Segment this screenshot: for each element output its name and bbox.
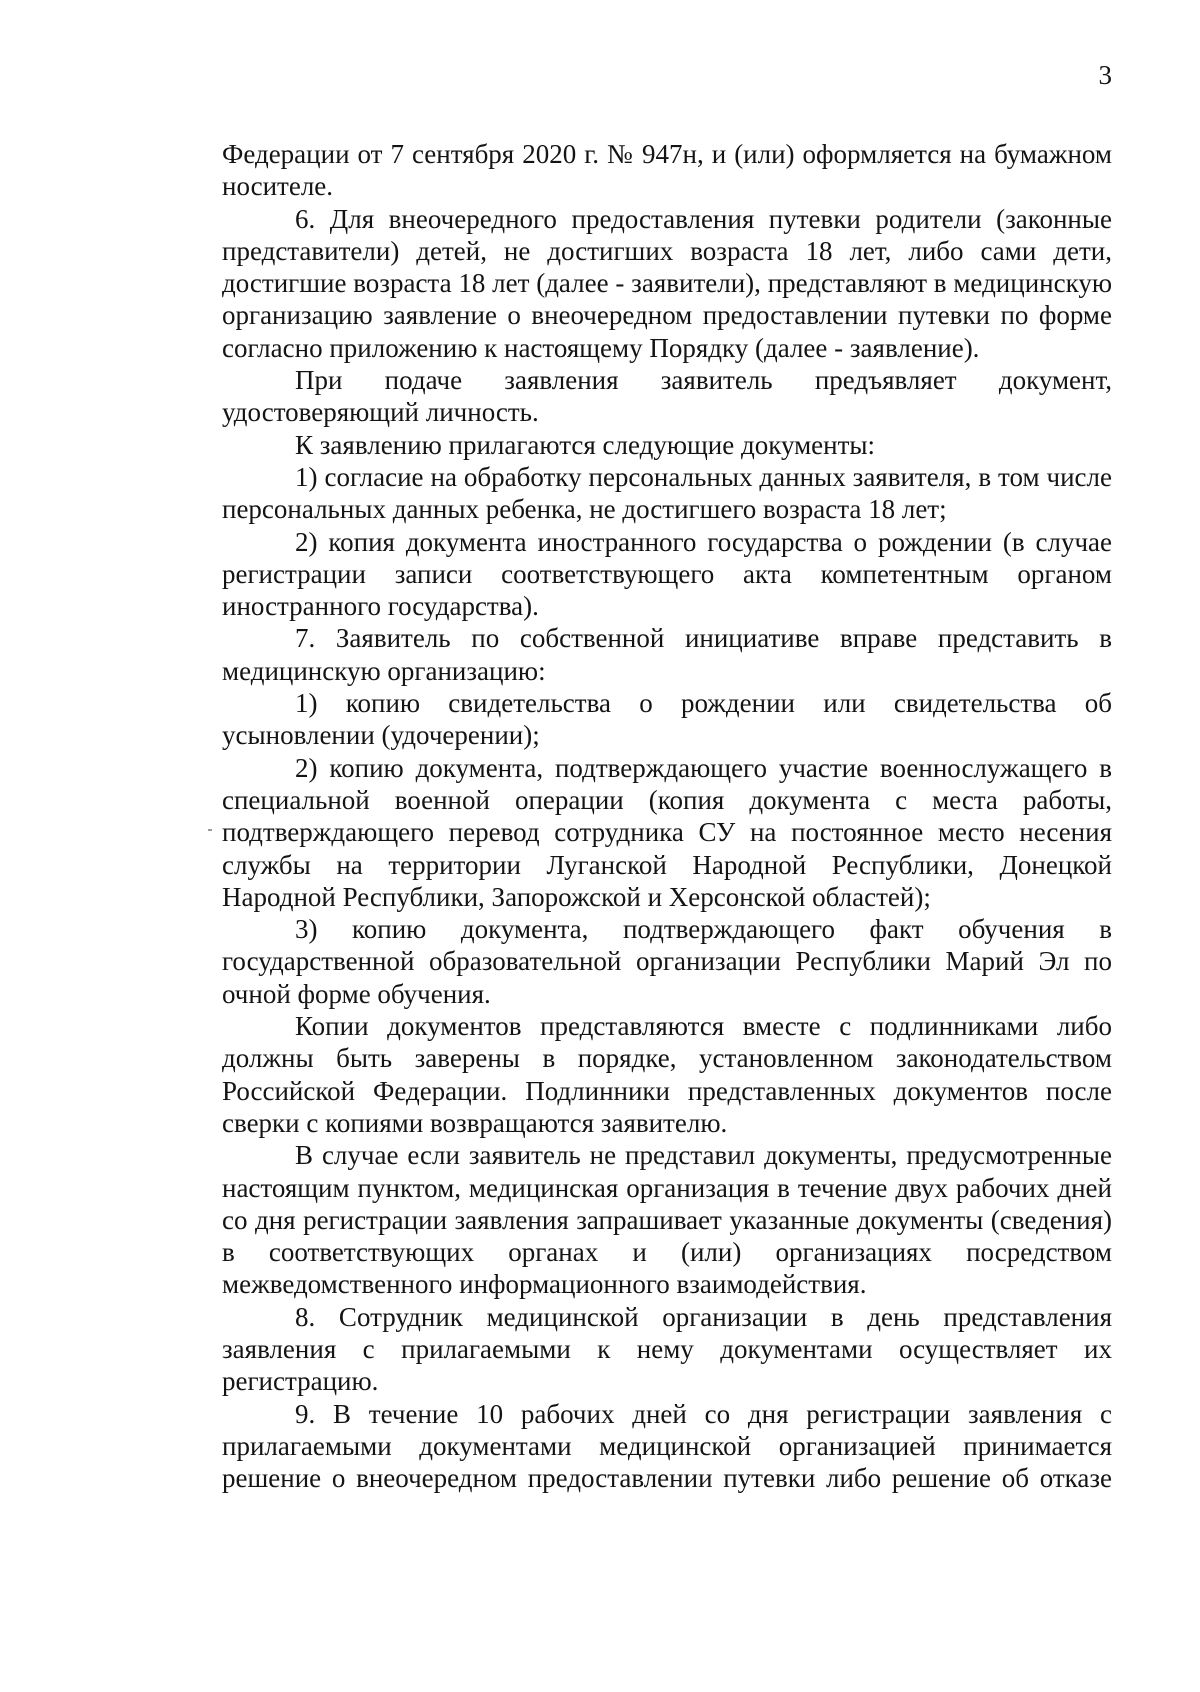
paragraph-copies-certification: Копии документов представляются вместе с подлинниками либо должны быть заверены в порядке, установленном законодательством Российской Федерации. Подлинники представленных документов после сверки с копиями возвращаются заявителю. — [222, 1011, 1112, 1138]
paragraph-continuation: Федерации от 7 сентября 2020 г. № 947н, и (или) оформляется на бумажном носителе. — [222, 139, 1112, 202]
paragraph-subitem-birth-certificate: 1) копию свидетельства о рождении или свидетельства об усыновлении (удочерении); — [222, 688, 1112, 751]
document-body — [222, 138, 1112, 1494]
paragraph-item-8: 8. Сотрудник медицинской организации в день представления заявления с прилагаемыми к нему документами осуществляет их регистрацию. — [222, 1301, 1112, 1397]
page-number: 3 — [1098, 60, 1112, 90]
paragraph-identity-document: При подаче заявления заявитель предъявляет документ, удостоверяющий личность. — [222, 365, 1112, 428]
paragraph-subitem-consent: 1) согласие на обработку персональных данных заявителя, в том числе персональных данных ребенка, не достигшего возраста 18 лет; — [222, 461, 1112, 525]
paragraph-attached-documents-intro: К заявлению прилагаются следующие документы: — [295, 429, 876, 460]
paragraph-interagency-request: В случае если заявитель не представил документы, предусмотренные настоящим пунктом, медицинская организация в течение двух рабочих дней со дня регистрации заявления запрашивает указанные документы (сведения) в соответствующих органах и (или) организациях посредством межведомственного информационного взаимодействия. — [222, 1140, 1112, 1300]
scan-mark — [208, 829, 212, 831]
paragraph-item-9: 9. В течение 10 рабочих дней со дня регистрации заявления с прилагаемыми документами медицинской организацией принимается решение о внеочередном предоставлении путевки либо решение об отказе — [222, 1398, 1112, 1494]
paragraph-subitem-foreign-birth-document: 2) копия документа иностранного государства о рождении (в случае регистрации записи соответствующего акта компетентным органом иностранного государства). — [222, 526, 1112, 622]
paragraph-subitem-military-service: 2) копию документа, подтверждающего участие военнослужащего в специальной военной операции (копия документа с места работы, подтверждающего перевод сотрудника СУ на постоянное место несения службы на территории Луганской Народной Республики, Донецкой Народной Республики, Запорожской и Херсонской областей); — [222, 752, 1112, 912]
paragraph-item-6: 6. Для внеочередного предоставления путевки родители (законные представители) детей, не достигших возраста 18 лет, либо сами дети, достигшие возраста 18 лет (далее - заявители), представляют в медицинскую организацию заявление о внеочередном предоставлении путевки по форме согласно приложению к настоящему Порядку (далее - заявление). — [222, 203, 1112, 363]
paragraph-item-7: 7. Заявитель по собственной инициативе вправе представить в медицинскую организацию: — [222, 623, 1112, 686]
paragraph-subitem-education: 3) копию документа, подтверждающего факт обучения в государственной образовательной организации Республики Марий Эл по очной форме обучения. — [222, 914, 1112, 1009]
